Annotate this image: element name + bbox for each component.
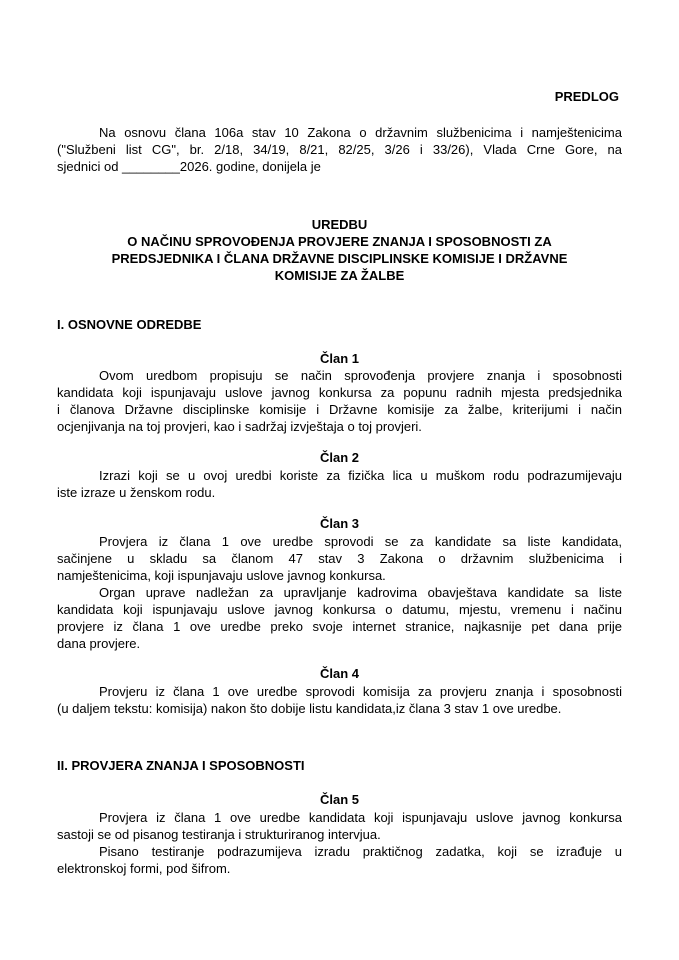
article-line: Provjera iz člana 1 ove uredbe sprovodi se za kandidate sa liste kandidata, bbox=[99, 534, 622, 549]
preamble bbox=[57, 124, 622, 175]
article-line: kandidata koji ispunjavaju uslove javnog konkursa o datumu, mjestu, vremenu i načinu bbox=[57, 602, 622, 617]
article-line: ocjenjivanja na toj provjeri, kao i sadržaj izvještaja o toj provjeri. bbox=[57, 419, 422, 434]
article-line: iste izraze u ženskom rodu. bbox=[57, 485, 216, 500]
article-line: kandidata koji ispunjavaju uslove javnog konkursa za popunu radnih mjesta predsjednika bbox=[57, 385, 622, 400]
document-title bbox=[57, 216, 622, 284]
article-label: Član 4 bbox=[319, 666, 359, 681]
article-line: (u daljem tekstu: komisija) nakon što dobije listu kandidata,iz člana 3 stav 1 ove uredbe. bbox=[57, 701, 562, 716]
article-label: Član 5 bbox=[319, 792, 359, 807]
title-line: KOMISIJE ZA ŽALBE bbox=[274, 268, 405, 283]
article-line: i članova Državne disciplinske komisije i Državne komisije za žalbe, kriterijumi i način bbox=[57, 402, 622, 417]
article-line: Provjera iz člana 1 ove uredbe kandidata koji ispunjavaju uslove javnog konkursa bbox=[99, 810, 622, 825]
article-line: namještenicima, koji ispunjavaju uslove javnog konkursa. bbox=[57, 568, 386, 583]
article-body bbox=[57, 467, 622, 501]
article-label: Član 3 bbox=[319, 516, 359, 531]
section-heading: I. OSNOVNE ODREDBE bbox=[57, 317, 202, 332]
article-body bbox=[57, 683, 622, 717]
article-line: provjere iz člana 1 ove uredbe preko svoje internet stranice, najkasnije pet dana prije bbox=[57, 619, 622, 634]
preamble-line: Na osnovu člana 106a stav 10 Zakona o državnim službenicima i namještenicima bbox=[99, 125, 622, 140]
article-line: elektronskoj formi, pod šifrom. bbox=[57, 861, 231, 876]
article-line: Pisano testiranje podrazumijeva izradu praktičnog zadatka, koji se izrađuje u bbox=[99, 844, 622, 859]
article-line: sastoji se od pisanog testiranja i strukturiranog intervjua. bbox=[57, 827, 381, 842]
article-label: Član 2 bbox=[319, 450, 359, 465]
article-line: Provjeru iz člana 1 ove uredbe sprovodi komisija za provjeru znanja i sposobnosti bbox=[99, 684, 622, 699]
predlog-label: PREDLOG bbox=[554, 89, 619, 104]
title-line: PREDSJEDNIKA I ČLANA DRŽAVNE DISCIPLINSKE KOMISIJE I DRŽAVNE bbox=[111, 251, 568, 266]
article-line: dana provjere. bbox=[57, 636, 141, 651]
article-body bbox=[57, 809, 622, 877]
article-body bbox=[57, 367, 622, 435]
preamble-line: sjednici od ________2026. godine, donijela je bbox=[57, 159, 321, 174]
preamble-line: ("Službeni list CG", br. 2/18, 34/19, 8/21, 82/25, 3/26 i 33/26), Vlada Crne Gore, na bbox=[57, 142, 622, 157]
article-body bbox=[57, 533, 622, 652]
article-line: Organ uprave nadležan za upravljanje kadrovima obavještava kandidate sa liste bbox=[99, 585, 622, 600]
title-line: UREDBU bbox=[311, 217, 368, 232]
section-heading: II. PROVJERA ZNANJA I SPOSOBNOSTI bbox=[57, 758, 305, 773]
article-line: Ovom uredbom propisuju se način sprovođenja provjere znanja i sposobnosti bbox=[99, 368, 622, 383]
article-line: sačinjene u skladu sa članom 47 stav 3 Zakona o državnim službenicima i bbox=[57, 551, 622, 566]
article-line: Izrazi koji se u ovoj uredbi koriste za fizička lica u muškom rodu podrazumijevaju bbox=[99, 468, 622, 483]
article-label: Član 1 bbox=[319, 351, 359, 366]
title-line: O NAČINU SPROVOĐENJA PROVJERE ZNANJA I SPOSOBNOSTI ZA bbox=[127, 234, 552, 249]
